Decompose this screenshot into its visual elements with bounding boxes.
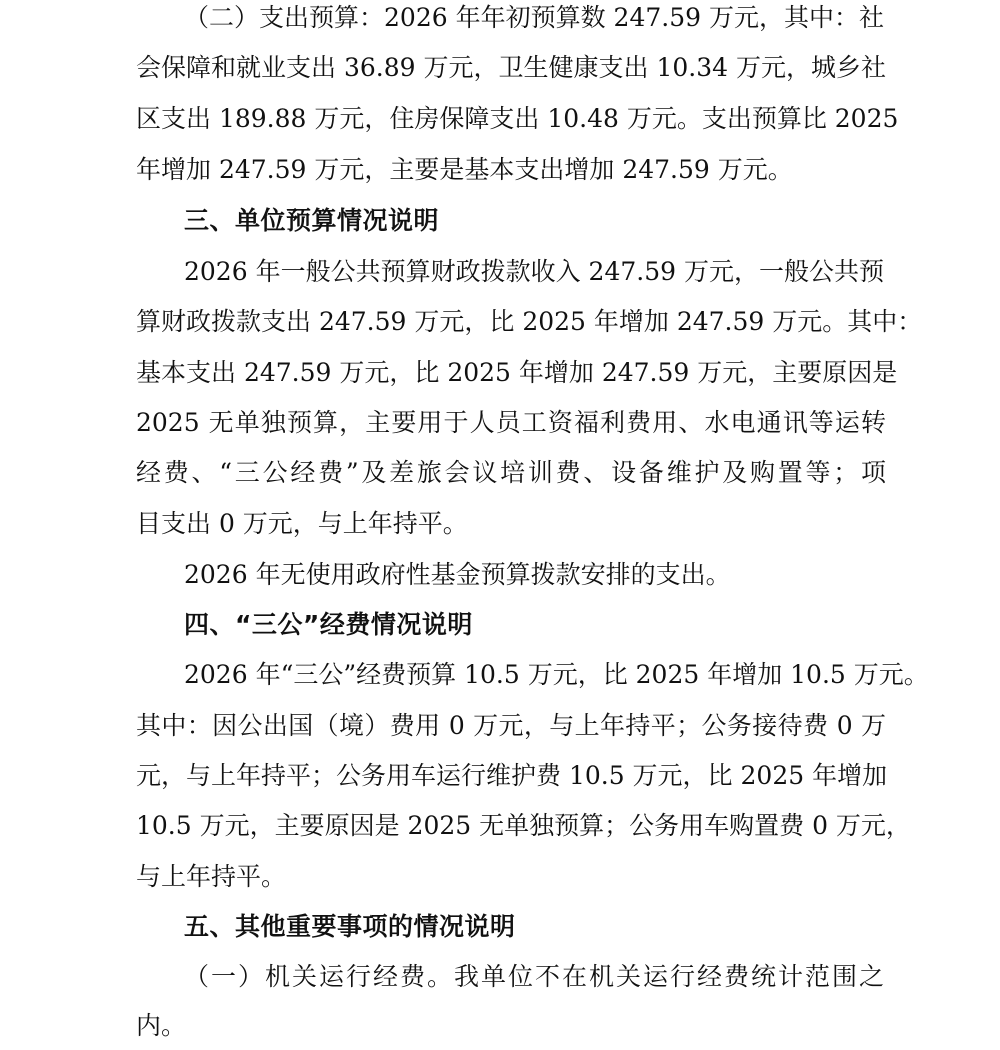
section-heading-other-matters: 五、其他重要事项的情况说明 xyxy=(184,912,516,941)
paragraph-three-public-line-1: 2026 年“三公”经费预算 10.5 万元，比 2025 年增加 10.5 万元。 xyxy=(184,660,929,689)
paragraph-unit-budget-line-4: 2025 无单独预算，主要用于人员工资福利费用、水电通讯等运转 xyxy=(136,408,886,437)
paragraph-unit-budget-line-3: 基本支出 247.59 万元，比 2025 年增加 247.59 万元，主要原因是 xyxy=(136,358,898,387)
paragraph-three-public-line-5: 与上年持平。 xyxy=(136,862,287,891)
paragraph-unit-budget-line-1: 2026 年一般公共预算财政拨款收入 247.59 万元，一般公共预 xyxy=(184,257,884,286)
paragraph-operating-expenses-line-1: （一）机关运行经费。我单位不在机关运行经费统计范围之 xyxy=(184,962,884,991)
section-heading-unit-budget: 三、单位预算情况说明 xyxy=(184,206,440,235)
paragraph-unit-budget-line-5: 经费、“三公经费”及差旅会议培训费、设备维护及购置等；项 xyxy=(136,458,886,487)
paragraph-government-fund: 2026 年无使用政府性基金预算拨款安排的支出。 xyxy=(184,560,731,589)
paragraph-expense-budget-line-2: 会保障和就业支出 36.89 万元，卫生健康支出 10.34 万元，城乡社 xyxy=(136,53,886,82)
paragraph-operating-expenses-line-2: 内。 xyxy=(136,1011,187,1040)
paragraph-three-public-line-2: 其中：因公出国（境）费用 0 万元，与上年持平；公务接待费 0 万 xyxy=(136,711,886,740)
paragraph-expense-budget-line-1: （二）支出预算：2026 年年初预算数 247.59 万元，其中：社 xyxy=(184,3,884,32)
paragraph-unit-budget-line-6: 目支出 0 万元，与上年持平。 xyxy=(136,509,468,538)
section-heading-three-public-expenses: 四、“三公”经费情况说明 xyxy=(184,610,473,639)
paragraph-three-public-line-3: 元，与上年持平；公务用车运行维护费 10.5 万元，比 2025 年增加 xyxy=(136,761,888,790)
paragraph-expense-budget-line-4: 年增加 247.59 万元，主要是基本支出增加 247.59 万元。 xyxy=(136,155,793,184)
paragraph-expense-budget-line-3: 区支出 189.88 万元，住房保障支出 10.48 万元。支出预算比 2025 xyxy=(136,104,899,133)
paragraph-unit-budget-line-2: 算财政拨款支出 247.59 万元，比 2025 年增加 247.59 万元。其中： xyxy=(136,307,923,336)
paragraph-three-public-line-4: 10.5 万元，主要原因是 2025 无单独预算；公务用车购置费 0 万元， xyxy=(136,811,911,840)
